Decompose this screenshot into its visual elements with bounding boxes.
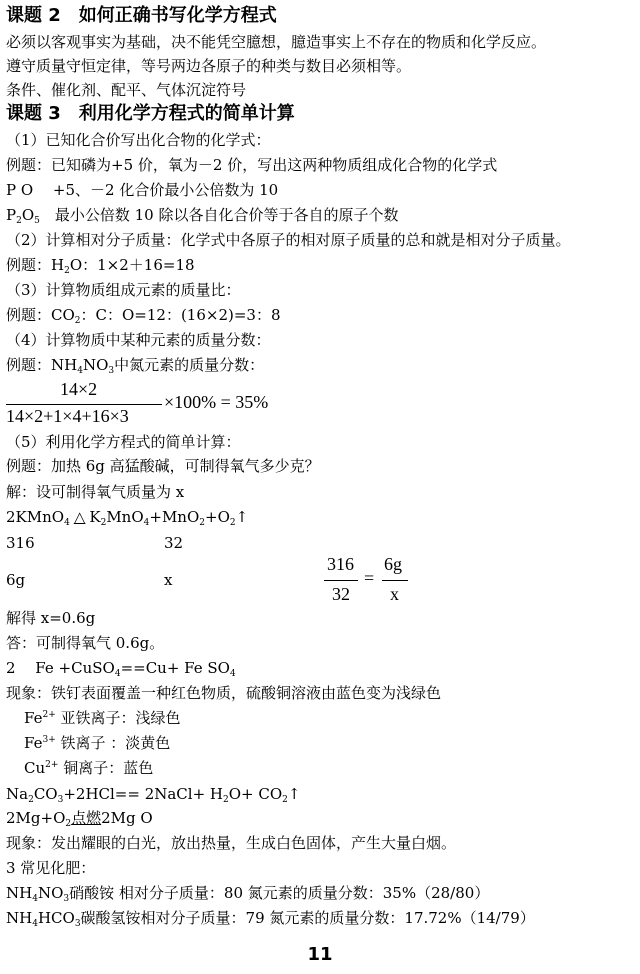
equals-sign: = [364, 568, 375, 588]
formula-line: 例题：$CO_2$：C：O=12：(16×2)=3：8 [6, 306, 281, 326]
heading-topic-2: 课题 2 如何正确书写化学方程式 [6, 5, 277, 26]
text-line: 现象：铁钉表面覆盖一种红色物质，硫酸铜溶液由蓝色变为浅绿色 [6, 684, 442, 702]
ion-line: $Fe^{3+}$ 铁离子 ：淡黄色 [24, 734, 171, 752]
text-line: 解：设可制得氧气质量为 x [6, 483, 185, 501]
fraction-bar [382, 580, 408, 581]
mass-value: 6g [6, 571, 26, 589]
text-line: P O +5、－2 化合价最小公倍数为 10 [6, 181, 279, 199]
fraction-numerator: 316 [327, 554, 354, 574]
heading-topic-3: 课题 3 利用化学方程式的简单计算 [6, 103, 295, 124]
reaction-equation: $Na_2CO_3+2HCl==$ 2NaCl+ $H_2O+$ $CO_2↑$ [6, 785, 301, 805]
text-line: 遵守质量守恒定律，等号两边各原子的种类与数目必须相等。 [6, 57, 412, 75]
reaction-equation: 2KMnO$_4$ △ $K_2MnO_4+MnO_2+O_2↑$ [6, 508, 249, 528]
section-4: （4）计算物质中某种元素的质量分数： [6, 331, 271, 349]
mass-value: 32 [164, 534, 184, 552]
text-line: 条件、催化剂、配平、气体沉淀符号 [6, 81, 247, 99]
fraction-denominator: x [390, 584, 399, 604]
formula-line: $NH_4NO_3$硝酸铵 相对分子质量：80 氮元素的质量分数：35%（28/80） [6, 884, 490, 904]
text-line: 例题：已知磷为+5 价，氧为－2 价，写出这两种物质组成化合物的化学式 [6, 156, 498, 174]
section-2: （2）计算相对分子质量：化学式中各原子的相对原子质量的总和就是相对分子质量。 [6, 231, 571, 249]
formula-line: 例题：$H_2O$：1×2＋16=18 [6, 256, 195, 276]
mass-value: 316 [6, 534, 35, 552]
ion-line: $Fe^{2+}$ 亚铁离子：浅绿色 [24, 709, 181, 727]
section-3: （3）计算物质组成元素的质量比： [6, 281, 241, 299]
section-1: （1）已知化合价写出化合物的化学式： [6, 131, 271, 149]
mass-value: x [164, 571, 173, 589]
text-line: 解得 x=0.6g [6, 609, 96, 627]
fraction-denominator: 32 [332, 584, 350, 604]
fraction-denominator: 14×2+1×4+16×3 [6, 406, 129, 426]
text-line: 现象：发出耀眼的白光，放出热量，生成白色固体，产生大量白烟。 [6, 834, 457, 852]
section-fertilizer: 3 常见化肥： [6, 859, 96, 877]
fraction-tail: ×100% = 35% [164, 392, 269, 412]
fraction-bar [324, 580, 358, 581]
page-number: 11 [307, 944, 333, 965]
reaction-equation: 2 Fe +CuSO$_4$==Cu+ Fe $SO_4$ [6, 659, 236, 679]
formula-line: $NH_4HCO_3$碳酸氢铵相对分子质量：79 氮元素的质量分数：17.72%（14/79） [6, 909, 535, 929]
fraction-numerator: 14×2 [60, 379, 98, 399]
formula-line: 例题：$NH_4NO_3$中氮元素的质量分数： [6, 356, 265, 376]
formula-line: $P_2O_5$ 最小公倍数 10 除以各自化合价等于各自的原子个数 [6, 206, 399, 226]
ion-line: $Cu^{2+}$ 铜离子：蓝色 [24, 759, 154, 777]
fraction-numerator: 6g [384, 554, 402, 574]
fraction-bar [6, 404, 162, 405]
section-5: （5）利用化学方程式的简单计算： [6, 433, 241, 451]
text-line: 答：可制得氧气 0.6g。 [6, 634, 165, 652]
reaction-equation: $2Mg+O_2$点燃2Mg O [6, 809, 153, 829]
text-line: 例题：加热 6g 高猛酸碱，可制得氧气多少克？ [6, 457, 320, 475]
text-line: 必须以客观事实为基础，决不能凭空臆想，臆造事实上不存在的物质和化学反应。 [6, 33, 547, 51]
